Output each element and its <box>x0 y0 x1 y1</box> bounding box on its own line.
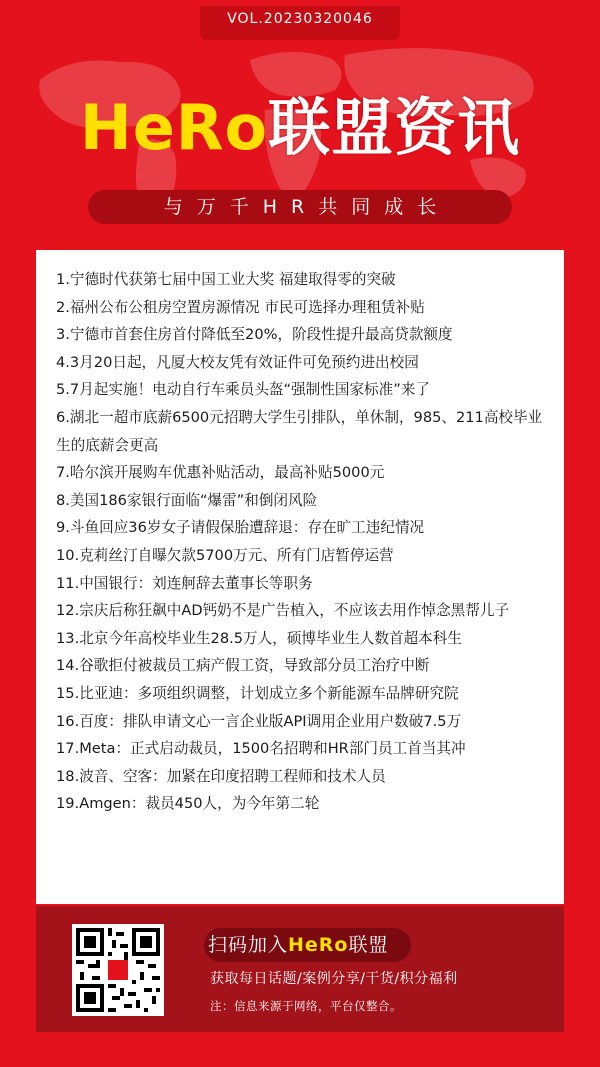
join-cta <box>204 928 411 962</box>
title-brand: HeRo <box>79 91 269 164</box>
news-item: 6.湖北一超市底薪6500元招聘大学生引排队，单休制，985、211高校毕业生的底薪会更高 <box>56 408 543 454</box>
news-item: 15.比亚迪：多项组织调整，计划成立多个新能源车品牌研究院 <box>56 684 459 702</box>
news-item: 3.宁德市首套住房首付降低至20%，阶段性提升最高贷款额度 <box>56 326 453 344</box>
news-item: 1.宁德时代获第七届中国工业大奖 福建取得零的突破 <box>56 271 396 288</box>
news-item: 19.Amgen：裁员450人，为今年第二轮 <box>56 795 320 813</box>
title-text: 联盟资讯 <box>268 91 521 164</box>
news-item: 2.福州公布公租房空置房源情况 市民可选择办理租赁补贴 <box>56 298 425 316</box>
news-list <box>36 250 564 818</box>
slogan-banner: 与万千HR共同成长 <box>88 190 512 224</box>
page-title <box>0 88 600 168</box>
news-item: 8.美国186家银行面临“爆雷”和倒闭风险 <box>56 491 318 509</box>
news-item: 12.宗庆后称狂飙中AD钙奶不是广告植入，不应该去用作悼念黑帮儿子 <box>56 602 510 620</box>
source-note: 注：信息来源于网络，平台仅整合。 <box>210 999 402 1013</box>
news-item: 10.克莉丝汀自曝欠款5700万元、所有门店暂停运营 <box>56 546 394 564</box>
news-item: 13.北京今年高校毕业生28.5万人，硕博毕业生人数首超本科生 <box>56 629 462 647</box>
benefits-text: 获取每日话题/案例分享/干货/积分福利 <box>210 971 458 987</box>
news-item: 11.中国银行：刘连舸辞去董事长等职务 <box>56 574 313 592</box>
cta-brand: HeRo <box>288 934 349 956</box>
news-item: 9.斗鱼回应36岁女子请假保胎遭辞退：存在旷工违纪情况 <box>56 519 425 537</box>
news-item: 7.哈尔滨开展购车优惠补贴活动，最高补贴5000元 <box>56 464 385 482</box>
qr-code[interactable] <box>72 924 164 1016</box>
news-item: 17.Meta：正式启动裁员，1500名招聘和HR部门员工首当其冲 <box>56 740 466 758</box>
news-card <box>36 250 564 904</box>
cta-suffix: 联盟 <box>348 934 389 956</box>
news-item: 14.谷歌拒付被裁员工病产假工资，导致部分员工治疗中断 <box>56 657 430 675</box>
news-item: 4.3月20日起，凡厦大校友凭有效证件可免预约进出校园 <box>56 353 419 371</box>
qr-code-icon <box>76 928 160 1012</box>
cta-prefix: 扫码加入 <box>208 934 289 956</box>
volume-label: VOL.20230320046 <box>200 6 400 40</box>
footer-panel <box>36 906 564 1032</box>
news-item: 18.波音、空客：加紧在印度招聘工程师和技术人员 <box>56 767 386 785</box>
news-item: 5.7月起实施！电动自行车乘员头盔“强制性国家标准”来了 <box>56 381 430 399</box>
news-item: 16.百度：排队申请文心一言企业版API调用企业用户数破7.5万 <box>56 712 462 730</box>
